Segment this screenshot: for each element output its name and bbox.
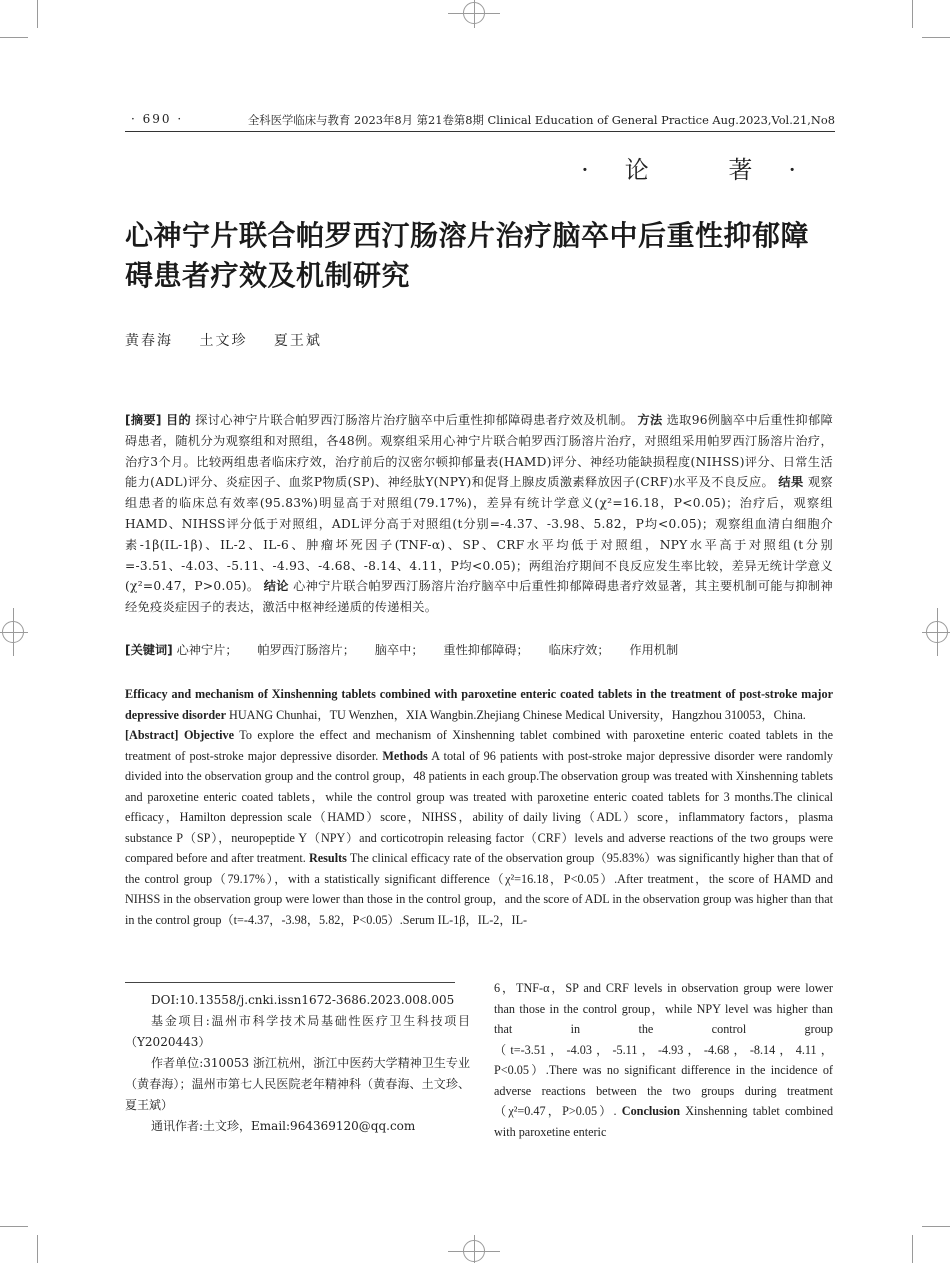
results-text: 观察组患者的临床总有效率(95.83%)明显高于对照组(79.17%)，差异有统计学意义(χ²=16.18，P<0.05)；治疗后，观察组HAMD、NIHSS评分低于对照组，ADL评分高于对照组(t分别=-4.37、-3.98、5.82，P均<0.05)；观察组血清白细胞介素-1β(IL-1β)、IL-2、IL-6、肿瘤坏死因子(TNF-α)、SP、CRF水平均低于对照组，NPY水平高于对照组(t分别=-3.51、-4.03、-5.11、-4.93、-4.68、-8.14、4.11，P均<0.05)；两组治疗期间不良反应发生率比较，差异无统计学意义(χ²=0.47，P>0.05)。 (125, 475, 833, 594)
chinese-abstract (125, 410, 833, 618)
keyword: 心神宁片； (176, 643, 238, 657)
conclusion-label: 结论 (263, 579, 289, 594)
page-number: · 690 · (131, 112, 184, 126)
methods-text: 选取96例脑卒中后重性抑郁障碍患者，随机分为观察组和对照组，各48例。观察组采用心神宁片联合帕罗西汀肠溶片治疗，对照组采用帕罗西汀肠溶片治疗，治疗3个月。比较两组患者临床疗效，治疗前后的汉密尔顿抑郁量表(HAMD)评分、神经功能缺损程度(NIHSS)评分、日常生活能力(ADL)评分、炎症因子、血浆P物质(SP)、神经肽Y(NPY)和促肾上腺皮质激素释放因子(CRF)水平及不良反应。 (125, 413, 833, 490)
results-label: 结果 (778, 475, 804, 490)
running-header (125, 112, 835, 132)
en-methods-text: A total of 96 patients with post-stroke major depressive disorder were randomly divided into the observation group and the control group，48 patients in each group.The observation group was treated with Xinshenning tablets and paroxetine enteric coated tablets，while the control group was treated with paroxetine enteric coated tablets for 3 months.The clinical efficacy，Hamilton depression scale（HAMD）score，NIHSS，ability of daily living（ADL）score，inflammatory factors，plasma substance P（SP），neuropeptide Y（NPY）and corticotropin releasing factor（CRF）levels and adverse reactions of the two groups were compared before and after treatment. (125, 748, 833, 865)
funding-note: 基金项目:温州市科学技术局基础性医疗卫生科技项目（Y2020443） (125, 1014, 470, 1049)
en-abstract-label: [Abstract] (125, 728, 179, 742)
english-abstract-continued (494, 978, 833, 1142)
affiliation-note: 作者单位:310053 浙江杭州，浙江中医药大学精神卫生专业（黄春海）；温州市第七人民医院老年精神科（黄春海、土文珍、夏王斌） (125, 1056, 470, 1112)
crop-mark-bottom-left-h (0, 1226, 28, 1227)
crop-mark-top-left-h (0, 37, 28, 38)
keyword: 作用机制 (629, 643, 679, 657)
doi-note: DOI:10.13558/j.cnki.issn1672-3686.2023.008.005 (151, 993, 455, 1007)
article-title: 心神宁片联合帕罗西汀肠溶片治疗脑卒中后重性抑郁障碍患者疗效及机制研究 (125, 219, 810, 292)
crop-mark-top-right-h (922, 37, 950, 38)
english-abstract (125, 684, 833, 930)
english-title: Efficacy and mechanism of Xinshenning tablets combined with paroxetine enteric coated tablets in the treatment of post-stroke major depressive disorder (125, 687, 833, 722)
crop-mark-bottom-right (912, 1235, 913, 1263)
en-objective-text: To explore the effect and mechanism of Xinshenning tablet combined with paroxetine enteric coated tablets in the treatment of post-stroke major depressive disorder. (125, 728, 834, 763)
keyword: 帕罗西汀肠溶片； (257, 643, 355, 657)
objective-text: 探讨心神宁片联合帕罗西汀肠溶片治疗脑卒中后重性抑郁障碍患者疗效及机制。 (195, 413, 634, 427)
en-methods-label: Methods (382, 748, 428, 763)
en-results-text: The clinical efficacy rate of the observation group（95.83%）was significantly higher than that of the control group（79.17%），with a statistically significant difference（χ²=16.18，P<0.05）.After treatment，the score of HAMD and NIHSS in the observation group were lower than those in the control group，and the score of ADL in the observation group was higher than that in the control group（t=-4.37，-3.98，5.82，P<0.05）.Serum IL-1β，IL-2，IL- (125, 851, 834, 927)
column-tag: ·论 著· (581, 156, 832, 184)
en-conclusion-text: Xinshenning tablet combined with paroxetine enteric (494, 1104, 834, 1139)
chinese-keywords (125, 640, 833, 660)
en-results-label: Results (308, 851, 347, 865)
crop-mark-bottom-left (37, 1235, 38, 1263)
author-name: 黄春海 (125, 333, 173, 349)
english-authors: HUANG Chunhai，TU Wenzhen，XIA Wangbin.Zhejiang Chinese Medical University，Hangzhou 310053，China. (229, 707, 806, 722)
keyword: 临床疗效； (548, 643, 610, 657)
correspondence-note: 通讯作者:土文珍，Email:964369120@qq.com (151, 1119, 416, 1133)
crop-mark-bottom-right-h (922, 1226, 950, 1227)
en-conclusion-label: Conclusion (621, 1104, 681, 1118)
footnote-rule (125, 982, 455, 983)
footnotes (125, 990, 470, 1137)
en-results-continued: 6，TNF-α，SP and CRF levels in observation group were lower than those in the control group，while NPY level was higher than that in the control group（t=-3.51，-4.03，-5.11，-4.93，-4.68，-8.14，4.11，P<0.05）.There was no significant difference in the incidence of adverse reactions between the two groups during treatment（χ²=0.47，P>0.05）. (494, 981, 833, 1118)
en-objective-label: Objective (183, 728, 235, 742)
keywords-label: [关键词] (125, 643, 173, 657)
journal-citation: 全科医学临床与教育 2023年8月 第21卷第8期 Clinical Education of General Practice Aug.2023,Vol.21,No8 (247, 113, 835, 127)
crop-mark-top-left (37, 0, 38, 28)
author-list (125, 330, 342, 350)
author-name: 土文珍 (199, 333, 248, 349)
author-name: 夏王斌 (273, 333, 322, 349)
crop-mark-top-right (912, 0, 913, 28)
objective-label: 目的 (166, 413, 192, 427)
methods-label: 方法 (637, 413, 663, 427)
conclusion-text: 心神宁片联合帕罗西汀肠溶片治疗脑卒中后重性抑郁障碍患者疗效显著，其主要机制可能与抑制神经免疫炎症因子的表达，激活中枢神经递质的传递相关。 (125, 579, 833, 615)
keyword: 脑卒中； (374, 643, 424, 657)
keyword: 重性抑郁障碍； (443, 643, 529, 657)
header-rule (125, 131, 835, 132)
abstract-label: [摘要] (125, 413, 162, 427)
